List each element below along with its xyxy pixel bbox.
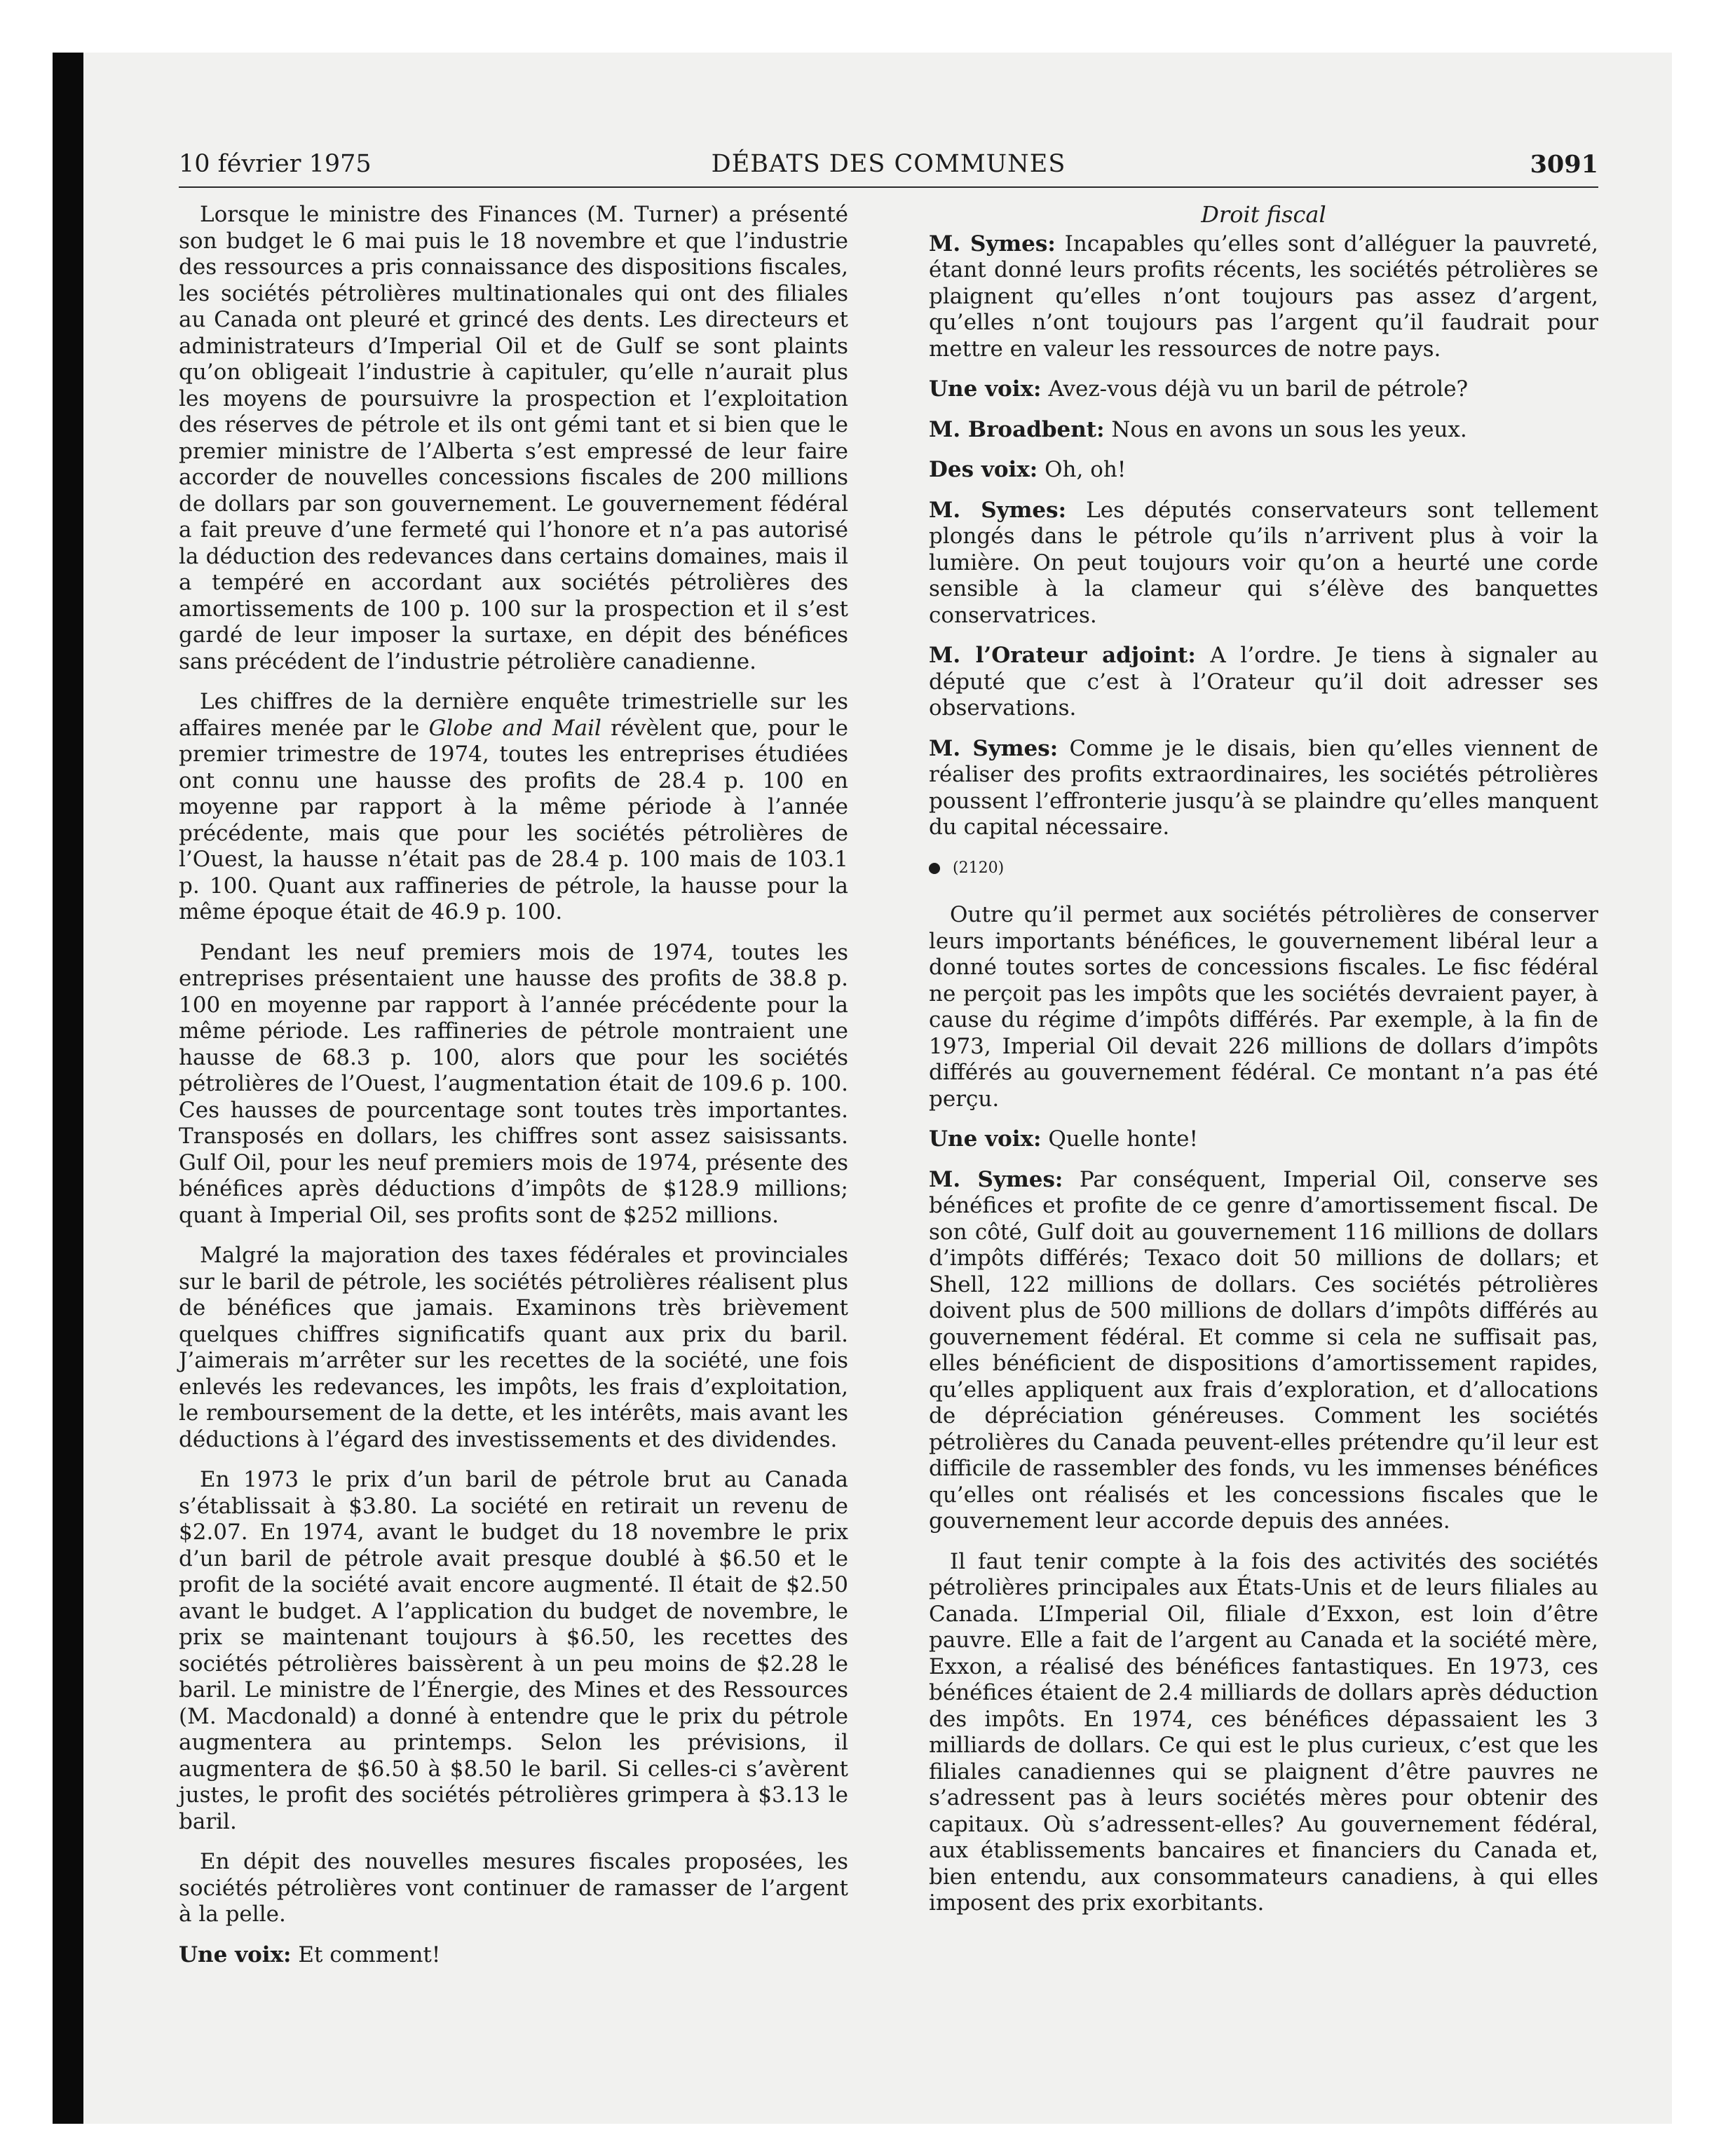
speech — [929, 376, 1598, 403]
newspaper-title: Globe and Mail — [428, 715, 601, 741]
speech-text: Et comment! — [291, 1942, 441, 1967]
paragraph: En 1973 le prix d’un baril de pétrole brut au Canada s’établissait à $3.80. La société en retirait un revenu de $2.07. En 1974, avant le budget du 18 novembre le prix d’un baril de pétrole avait presque doublé à $6.50 et le profit de la société avait encore augmenté. Il était de $2.50 avant le budget. A l’application du budget de novembre, le prix se maintenant toujours à $6.50, les recettes des sociétés pétrolières baissèrent à un peu moins de $2.28 le baril. Le ministre de l’Énergie, des Mines et des Ressources (M. Macdonald) a donné à entendre que le prix du pétrole augmentera au printemps. Selon les prévisions, il augmentera de $6.50 à $8.50 le baril. Si celles-ci s’avèrent justes, le profit des sociétés pétrolières grimpera à $3.13 le baril. — [179, 1467, 848, 1834]
speech — [929, 457, 1598, 484]
speech-text: Comme je le disais, bien qu’elles viennent de réaliser des profits extraordinaires, les sociétés pétrolières poussent l’effronterie jusqu’à se plaindre qu’elles manquent du capital nécessaire. — [929, 735, 1598, 840]
speech — [929, 643, 1598, 722]
speaker-name: M. Symes: — [929, 1166, 1063, 1192]
paragraph: En dépit des nouvelles mesures fiscales proposées, les sociétés pétrolières vont continuer de ramasser de l’argent à la pelle. — [179, 1849, 848, 1927]
paragraph: Il faut tenir compte à la fois des activités des sociétés pétrolières principales aux États-Unis et de leurs filiales au Canada. L’Imperial Oil, filiale d’Exxon, est loin d’être pauvre. Elle a fait de l’argent au Canada et la société mère, Exxon, a réalisé des bénéfices fantastiques. En 1973, ces bénéfices étaient de 2.4 milliards de dollars après déduction des impôts. En 1974, ces bénéfices dépassaient les 3 milliards de dollars. Ce qui est le plus curieux, c’est que les filiales canadiennes qui se plaignent d’être pauvres ne s’adressent pas à leurs sociétés mères pour obtenir des capitaux. Où s’adressent-elles? Au gouvernement fédéral, aux établissements bancaires et financiers du Canada et, bien entendu, aux consommateurs canadiens, à qui elles imposent des prix exorbitants. — [929, 1548, 1598, 1916]
paragraph: Outre qu’il permet aux sociétés pétrolières de conserver leurs importants bénéfices, le gouvernement libéral leur a donné toutes sortes de concessions fiscales. Le fisc fédéral ne perçoit pas les impôts que les sociétés devraient payer, à cause du régime d’impôts différés. Par exemple, à la fin de 1973, Imperial Oil devait 226 millions de dollars d’impôts différés au gouvernement fédéral. Ce montant n’a pas été perçu. — [929, 902, 1598, 1112]
left-column — [179, 202, 848, 1982]
speaker-name: M. Symes: — [929, 231, 1056, 257]
right-column — [929, 202, 1598, 1931]
speech-text: Quelle honte! — [1041, 1126, 1198, 1152]
paragraph-text: révèlent que, pour le premier trimestre de 1974, toutes les entreprises étudiées ont connu une hausse des profits de 28.4 p. 100 en moyenne par rapport à la même période à l’année précédente, mais que pour les sociétés pétrolières de l’Ouest, la hausse n’était pas de 28.4 p. 100 mais de 103.1 p. 100. Quant aux raffineries de pétrole, la hausse pour la même époque était de 46.9 p. 100. — [179, 715, 848, 925]
page-header — [179, 144, 1598, 188]
time-marker — [929, 855, 1598, 882]
speech-text: Par conséquent, Imperial Oil, conserve ses bénéfices et profite de ce genre d’amortissement fiscal. De son côté, Gulf doit au gouvernement 116 millions de dollars d’impôts différés; Texaco doit 50 millions de dollars; et Shell, 122 millions de dollars. Ces sociétés pétrolières doivent plus de 500 millions de dollars d’impôts différés au gouvernement fédéral. Et comme si cela ne suffisait pas, elles bénéficient de dispositions d’amortissement rapides, qu’elles appliquent aux frais d’exploration, et d’allocations de dépréciation généreuses. Comment les sociétés pétrolières du Canada peuvent-elles prétendre qu’il leur est difficile de rassembler des fonds, vu les immenses bénéfices qu’elles ont réalisés et les concessions fiscales que le gouvernement leur accorde depuis des années. — [929, 1166, 1598, 1534]
speech — [929, 1167, 1598, 1535]
speech-text: Nous en avons un sous les yeux. — [1104, 416, 1467, 442]
header-date: 10 février 1975 — [179, 150, 372, 178]
speaker-name: Une voix: — [929, 376, 1042, 402]
paragraph — [179, 689, 848, 926]
speech-text: Les députés conservateurs sont tellement plongés dans le pétrole qu’ils n’arrivent plus à voir la lumière. On peut toujours voir qu’on a heurté une corde sensible à la clameur qui s’élève des banquettes conservatrices. — [929, 497, 1598, 628]
paragraph: Lorsque le ministre des Finances (M. Turner) a présenté son budget le 6 mai puis le 18 novembre et que l’industrie des ressources a pris connaissance des dispositions fiscales, les sociétés pétrolières multinationales qui ont des filiales au Canada ont pleuré et grincé des dents. Les directeurs et administrateurs d’Imperial Oil et de Gulf se sont plaints qu’on obligeait l’industrie à capituler, qu’elle n’aurait plus les moyens de poursuivre la prospection et l’exploitation des réserves de pétrole et ils ont gémi tant et si bien que le premier ministre de l’Alberta s’est empressé de leur faire accorder de nouvelles concessions fiscales de 200 millions de dollars par son gouvernement. Le gouvernement fédéral a fait preuve d’une fermeté qui l’honore et n’a pas autorisé la déduction des redevances dans certains domaines, mais il a tempéré en accordant aux sociétés pétrolières des amortissements de 100 p. 100 sur la prospection et il s’est gardé de leur imposer la surtaxe, en dépit des bénéfices sans précédent de l’industrie pétrolière canadienne. — [179, 202, 848, 674]
paragraph-text: Les chiffres de la dernière enquête trimestrielle sur les affaires menée par le — [179, 689, 848, 741]
speech — [179, 1942, 848, 1969]
speaker-name: M. Symes: — [929, 497, 1067, 523]
binding-edge — [53, 53, 83, 2124]
topic-heading: Droit fiscal — [1201, 201, 1326, 228]
bullet-icon — [929, 863, 940, 874]
speaker-name: M. Symes: — [929, 735, 1059, 761]
speech — [929, 417, 1598, 444]
speaker-name: Une voix: — [179, 1942, 292, 1967]
speech-text: Incapables qu’elles sont d’alléguer la pauvreté, étant donné leurs profits récents, les sociétés pétrolières se plaignent qu’elles n’ont toujours pas assez d’argent, qu’elles n’ont toujours pas l’argent qu’il faudrait pour mettre en valeur les ressources de notre pays. — [929, 231, 1598, 362]
speech — [929, 736, 1598, 841]
speech-text: Avez-vous déjà vu un baril de pétrole? — [1041, 376, 1469, 402]
speech — [929, 231, 1598, 363]
paragraph: Malgré la majoration des taxes fédérales et provinciales sur le baril de pétrole, les sociétés pétrolières réalisent plus de bénéfices que jamais. Examinons très brièvement quelques chiffres significatifs quant aux prix du baril. J’aimerais m’arrêter sur les recettes de la société, une fois enlevés les redevances, les impôts, les frais d’exploitation, le remboursement de la dette, et les intérêts, mais avant les déductions à l’égard des investissements et des dividendes. — [179, 1243, 848, 1452]
speech-text: Oh, oh! — [1037, 457, 1127, 482]
header-title: DÉBATS DES COMMUNES — [711, 150, 1066, 178]
speech — [929, 498, 1598, 629]
speech — [929, 1126, 1598, 1153]
speaker-name: M. Broadbent: — [929, 416, 1105, 442]
speaker-name: M. l’Orateur adjoint: — [929, 643, 1196, 668]
speech-text: A l’ordre. Je tiens à signaler au député que c’est à l’Orateur qu’il doit adresser ses observations. — [929, 643, 1598, 721]
paragraph: Pendant les neuf premiers mois de 1974, toutes les entreprises présentaient une hausse des profits de 38.8 p. 100 en moyenne par rapport à l’année précédente pour la même période. Les raffineries de pétrole montraient une hausse de 68.3 p. 100, alors que pour les sociétés pétrolières de l’Ouest, l’augmentation était de 109.6 p. 100. Ces hausses de pourcentage sont toutes très importantes. Transposés en dollars, les chiffres sont assez saisissants. Gulf Oil, pour les neuf premiers mois de 1974, présente des bénéfices après déductions d’impôts de $128.9 millions; quant à Imperial Oil, ses profits sont de $252 millions. — [179, 939, 848, 1228]
speaker-name: Des voix: — [929, 457, 1038, 482]
header-page-number: 3091 — [1530, 150, 1598, 179]
time-marker-text: (2120) — [953, 859, 1005, 877]
speaker-name: Une voix: — [929, 1126, 1042, 1152]
